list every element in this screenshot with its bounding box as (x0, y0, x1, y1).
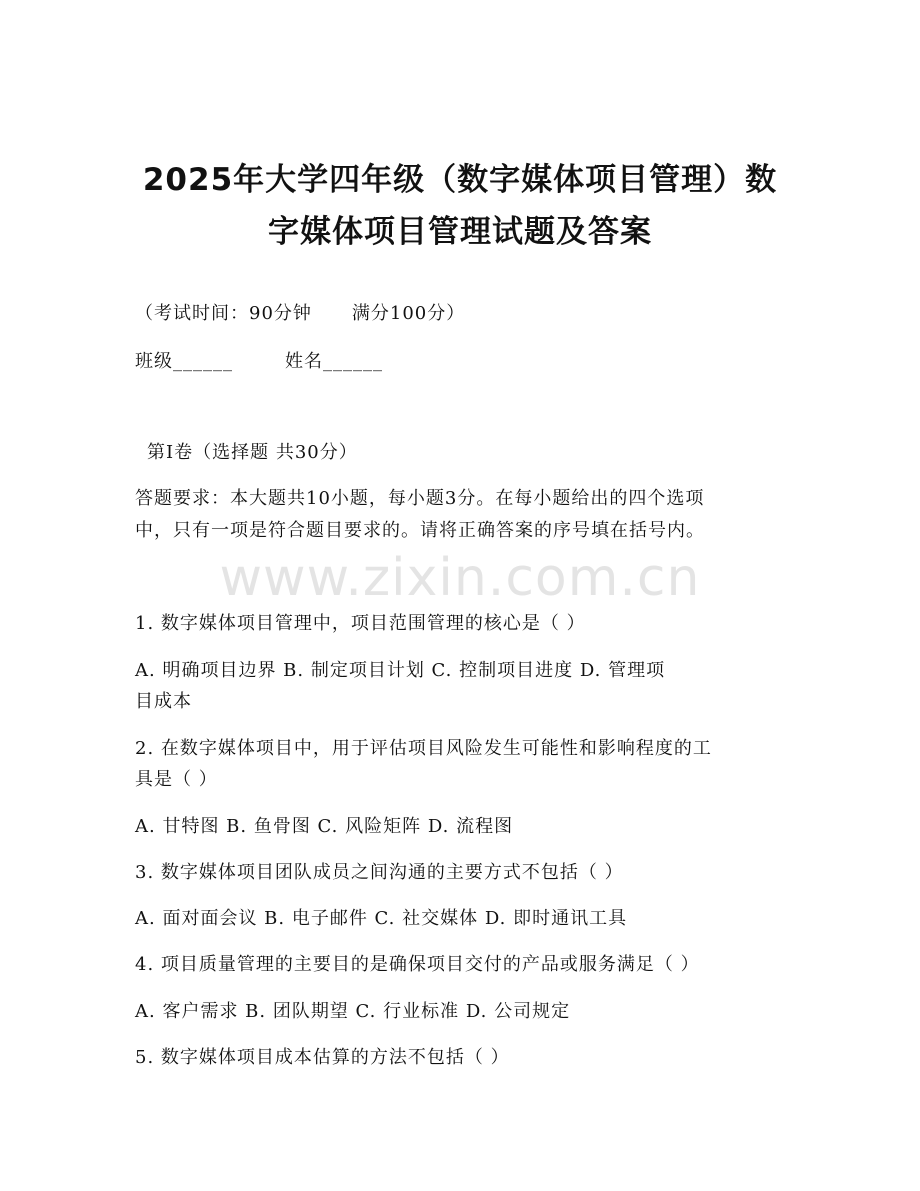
question-2-options: A. 甘特图 B. 鱼骨图 C. 风险矩阵 D. 流程图 (135, 816, 514, 837)
question-5: 5. 数字媒体项目成本估算的方法不包括（ ） (135, 1047, 510, 1068)
question-3-options: A. 面对面会议 B. 电子邮件 C. 社交媒体 D. 即时通讯工具 (135, 908, 628, 929)
page-title-line-2: 字媒体项目管理试题及答案 (268, 214, 652, 250)
watermark: www.zixin.com.cn (219, 548, 701, 608)
question-4: 4. 项目质量管理的主要目的是确保项目交付的产品或服务满足（ ） (135, 954, 700, 975)
exam-full-score: 满分100分） (351, 303, 466, 324)
question-2-line-2: 具是（ ） (135, 769, 218, 790)
student-info (135, 347, 795, 377)
question-1-options-line-2: 目成本 (135, 691, 192, 712)
instructions-line-1: 答题要求：本大题共10小题，每小题3分。在每小题给出的四个选项 (135, 488, 705, 509)
exam-time: （考试时间：90分钟 (135, 303, 312, 324)
question-1-options-line-1: A. 明确项目边界 B. 制定项目计划 C. 控制项目进度 D. 管理项 (135, 660, 666, 681)
class-field: 班级______ (135, 351, 233, 372)
section-heading: 第I卷（选择题 共30分） (147, 442, 358, 463)
exam-info (135, 299, 795, 329)
question-4-options: A. 客户需求 B. 团队期望 C. 行业标准 D. 公司规定 (135, 1001, 571, 1022)
question-3: 3. 数字媒体项目团队成员之间沟通的主要方式不包括（ ） (135, 862, 624, 883)
instructions-line-2: 中，只有一项是符合题目要求的。请将正确答案的序号填在括号内。 (135, 520, 705, 541)
page-title-line-1: 2025年大学四年级（数字媒体项目管理）数 (142, 162, 778, 198)
question-1: 1. 数字媒体项目管理中，项目范围管理的核心是（ ） (135, 613, 586, 634)
question-2-line-1: 2. 在数字媒体项目中，用于评估项目风险发生可能性和影响程度的工 (135, 738, 712, 759)
name-field: 姓名______ (285, 351, 383, 372)
